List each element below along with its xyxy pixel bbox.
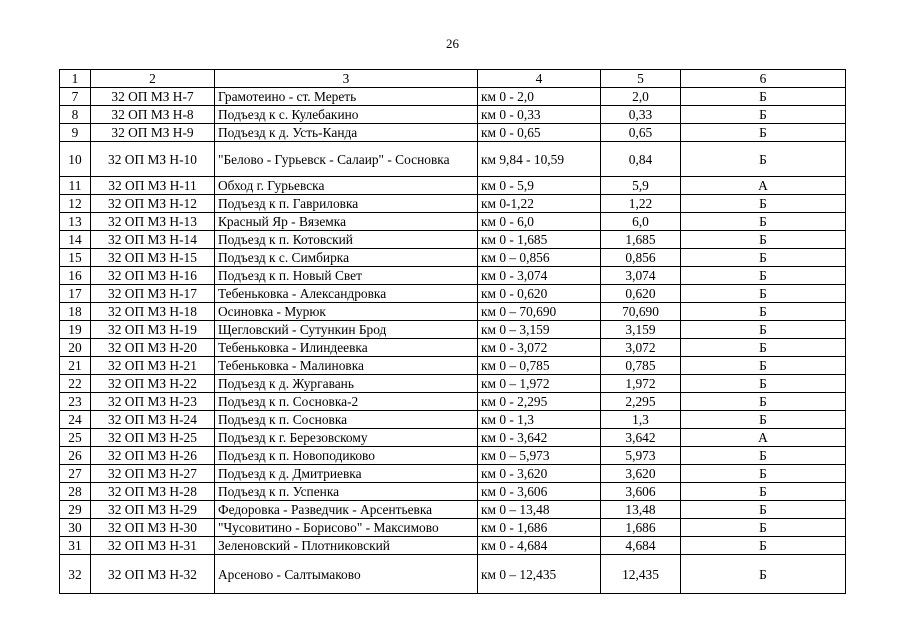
length-cell: 3,620	[601, 465, 681, 483]
road-code-cell: 32 ОП МЗ Н-24	[91, 411, 215, 429]
table-row	[60, 106, 846, 124]
km-range-cell: км 0 - 5,9	[478, 177, 601, 195]
km-range-cell: км 0 - 4,684	[478, 537, 601, 555]
road-name-cell: "Белово - Гурьевск - Салаир" - Сосновка	[215, 142, 478, 177]
table-header-row	[60, 70, 846, 88]
row-number-cell: 23	[60, 393, 91, 411]
table-row	[60, 375, 846, 393]
road-code-cell: 32 ОП МЗ Н-9	[91, 124, 215, 142]
km-range-cell: км 0 - 1,686	[478, 519, 601, 537]
length-cell: 0,856	[601, 249, 681, 267]
length-cell: 1,972	[601, 375, 681, 393]
road-code-cell: 32 ОП МЗ Н-12	[91, 195, 215, 213]
road-code-cell: 32 ОП МЗ Н-18	[91, 303, 215, 321]
table-row	[60, 88, 846, 106]
length-cell: 1,3	[601, 411, 681, 429]
km-range-cell: км 9,84 - 10,59	[478, 142, 601, 177]
road-code-cell: 32 ОП МЗ Н-17	[91, 285, 215, 303]
table-row	[60, 124, 846, 142]
table-row	[60, 339, 846, 357]
row-number-cell: 16	[60, 267, 91, 285]
km-range-cell: км 0 - 1,3	[478, 411, 601, 429]
road-code-cell: 32 ОП МЗ Н-29	[91, 501, 215, 519]
length-cell: 70,690	[601, 303, 681, 321]
category-cell: Б	[681, 231, 846, 249]
length-cell: 0,785	[601, 357, 681, 375]
row-number-cell: 10	[60, 142, 91, 177]
road-name-cell: Зеленовский - Плотниковский	[215, 537, 478, 555]
category-cell: Б	[681, 357, 846, 375]
km-range-cell: км 0 - 1,685	[478, 231, 601, 249]
row-number-cell: 8	[60, 106, 91, 124]
row-number-cell: 14	[60, 231, 91, 249]
row-number-cell: 12	[60, 195, 91, 213]
category-cell: А	[681, 429, 846, 447]
table-row	[60, 447, 846, 465]
length-cell: 2,0	[601, 88, 681, 106]
row-number-cell: 27	[60, 465, 91, 483]
category-cell: Б	[681, 142, 846, 177]
km-range-cell: км 0 – 70,690	[478, 303, 601, 321]
row-number-cell: 30	[60, 519, 91, 537]
road-code-cell: 32 ОП МЗ Н-7	[91, 88, 215, 106]
table-row	[60, 142, 846, 177]
table-row	[60, 429, 846, 447]
table-row	[60, 303, 846, 321]
km-range-cell: км 0 - 0,620	[478, 285, 601, 303]
length-cell: 0,33	[601, 106, 681, 124]
road-code-cell: 32 ОП МЗ Н-8	[91, 106, 215, 124]
km-range-cell: км 0 – 12,435	[478, 555, 601, 594]
length-cell: 3,159	[601, 321, 681, 339]
road-code-cell: 32 ОП МЗ Н-30	[91, 519, 215, 537]
table-row	[60, 267, 846, 285]
table-row	[60, 393, 846, 411]
row-number-cell: 7	[60, 88, 91, 106]
road-name-cell: Подъезд к г. Березовскому	[215, 429, 478, 447]
category-cell: Б	[681, 447, 846, 465]
table-row	[60, 231, 846, 249]
row-number-cell: 26	[60, 447, 91, 465]
road-name-cell: Красный Яр - Вяземка	[215, 213, 478, 231]
row-number-cell: 15	[60, 249, 91, 267]
roads-table	[59, 69, 846, 594]
category-cell: Б	[681, 321, 846, 339]
category-cell: Б	[681, 519, 846, 537]
row-number-cell: 21	[60, 357, 91, 375]
road-code-cell: 32 ОП МЗ Н-32	[91, 555, 215, 594]
table-row	[60, 483, 846, 501]
km-range-cell: км 0 - 3,072	[478, 339, 601, 357]
category-cell: Б	[681, 501, 846, 519]
row-number-cell: 32	[60, 555, 91, 594]
road-code-cell: 32 ОП МЗ Н-21	[91, 357, 215, 375]
road-name-cell: "Чусовитино - Борисово" - Максимово	[215, 519, 478, 537]
category-cell: Б	[681, 106, 846, 124]
road-name-cell: Подъезд к д. Усть-Канда	[215, 124, 478, 142]
category-cell: Б	[681, 375, 846, 393]
km-range-cell: км 0 – 5,973	[478, 447, 601, 465]
road-name-cell: Подъезд к п. Гавриловка	[215, 195, 478, 213]
length-cell: 12,435	[601, 555, 681, 594]
length-cell: 3,642	[601, 429, 681, 447]
length-cell: 1,685	[601, 231, 681, 249]
length-cell: 13,48	[601, 501, 681, 519]
row-number-cell: 18	[60, 303, 91, 321]
road-name-cell: Арсеново - Салтымаково	[215, 555, 478, 594]
length-cell: 5,973	[601, 447, 681, 465]
km-range-cell: км 0 – 3,159	[478, 321, 601, 339]
header-cell: 1	[60, 70, 91, 88]
km-range-cell: км 0 - 0,33	[478, 106, 601, 124]
page-number: 26	[446, 36, 459, 51]
length-cell: 1,22	[601, 195, 681, 213]
road-name-cell: Подъезд к д. Дмитриевка	[215, 465, 478, 483]
table-row	[60, 321, 846, 339]
road-code-cell: 32 ОП МЗ Н-27	[91, 465, 215, 483]
table-row	[60, 357, 846, 375]
row-number-cell: 17	[60, 285, 91, 303]
road-code-cell: 32 ОП МЗ Н-20	[91, 339, 215, 357]
table-row	[60, 285, 846, 303]
table-body	[60, 70, 846, 594]
table-row	[60, 249, 846, 267]
category-cell: Б	[681, 249, 846, 267]
category-cell: Б	[681, 88, 846, 106]
km-range-cell: км 0 - 2,295	[478, 393, 601, 411]
row-number-cell: 28	[60, 483, 91, 501]
km-range-cell: км 0 - 3,620	[478, 465, 601, 483]
road-code-cell: 32 ОП МЗ Н-23	[91, 393, 215, 411]
road-name-cell: Федоровка - Разведчик - Арсентьевка	[215, 501, 478, 519]
length-cell: 2,295	[601, 393, 681, 411]
road-code-cell: 32 ОП МЗ Н-14	[91, 231, 215, 249]
km-range-cell: км 0 – 0,856	[478, 249, 601, 267]
length-cell: 4,684	[601, 537, 681, 555]
road-name-cell: Подъезд к п. Новоподиково	[215, 447, 478, 465]
header-cell: 4	[478, 70, 601, 88]
row-number-cell: 31	[60, 537, 91, 555]
road-name-cell: Подъезд к п. Сосновка-2	[215, 393, 478, 411]
road-name-cell: Тебеньковка - Илиндеевка	[215, 339, 478, 357]
category-cell: Б	[681, 285, 846, 303]
table-row	[60, 555, 846, 594]
km-range-cell: км 0 - 6,0	[478, 213, 601, 231]
km-range-cell: км 0-1,22	[478, 195, 601, 213]
row-number-cell: 13	[60, 213, 91, 231]
road-name-cell: Тебеньковка - Малиновка	[215, 357, 478, 375]
road-name-cell: Обход г. Гурьевска	[215, 177, 478, 195]
table-row	[60, 465, 846, 483]
road-code-cell: 32 ОП МЗ Н-28	[91, 483, 215, 501]
km-range-cell: км 0 – 1,972	[478, 375, 601, 393]
road-name-cell: Подъезд к д. Жургавань	[215, 375, 478, 393]
length-cell: 1,686	[601, 519, 681, 537]
table-row	[60, 519, 846, 537]
road-code-cell: 32 ОП МЗ Н-26	[91, 447, 215, 465]
road-code-cell: 32 ОП МЗ Н-25	[91, 429, 215, 447]
category-cell: Б	[681, 303, 846, 321]
header-cell: 3	[215, 70, 478, 88]
road-name-cell: Тебеньковка - Александровка	[215, 285, 478, 303]
category-cell: Б	[681, 339, 846, 357]
road-name-cell: Подъезд к п. Котовский	[215, 231, 478, 249]
table-row	[60, 213, 846, 231]
length-cell: 3,074	[601, 267, 681, 285]
header-cell: 6	[681, 70, 846, 88]
length-cell: 0,84	[601, 142, 681, 177]
km-range-cell: км 0 - 3,606	[478, 483, 601, 501]
category-cell: Б	[681, 393, 846, 411]
row-number-cell: 25	[60, 429, 91, 447]
km-range-cell: км 0 - 2,0	[478, 88, 601, 106]
road-code-cell: 32 ОП МЗ Н-16	[91, 267, 215, 285]
road-name-cell: Подъезд к п. Сосновка	[215, 411, 478, 429]
category-cell: Б	[681, 411, 846, 429]
road-code-cell: 32 ОП МЗ Н-19	[91, 321, 215, 339]
category-cell: Б	[681, 555, 846, 594]
row-number-cell: 24	[60, 411, 91, 429]
row-number-cell: 19	[60, 321, 91, 339]
road-code-cell: 32 ОП МЗ Н-15	[91, 249, 215, 267]
row-number-cell: 20	[60, 339, 91, 357]
table-row	[60, 195, 846, 213]
table-row	[60, 501, 846, 519]
length-cell: 0,65	[601, 124, 681, 142]
road-name-cell: Осиновка - Мурюк	[215, 303, 478, 321]
header-cell: 2	[91, 70, 215, 88]
road-name-cell: Щегловский - Сутункин Брод	[215, 321, 478, 339]
table-row	[60, 411, 846, 429]
road-name-cell: Подъезд к с. Кулебакино	[215, 106, 478, 124]
road-code-cell: 32 ОП МЗ Н-10	[91, 142, 215, 177]
category-cell: Б	[681, 195, 846, 213]
category-cell: Б	[681, 213, 846, 231]
km-range-cell: км 0 - 3,074	[478, 267, 601, 285]
category-cell: Б	[681, 124, 846, 142]
length-cell: 3,072	[601, 339, 681, 357]
row-number-cell: 22	[60, 375, 91, 393]
road-code-cell: 32 ОП МЗ Н-11	[91, 177, 215, 195]
km-range-cell: км 0 - 3,642	[478, 429, 601, 447]
km-range-cell: км 0 – 0,785	[478, 357, 601, 375]
category-cell: А	[681, 177, 846, 195]
length-cell: 3,606	[601, 483, 681, 501]
row-number-cell: 29	[60, 501, 91, 519]
km-range-cell: км 0 - 0,65	[478, 124, 601, 142]
row-number-cell: 9	[60, 124, 91, 142]
road-name-cell: Подъезд к с. Симбирка	[215, 249, 478, 267]
table-row	[60, 177, 846, 195]
road-code-cell: 32 ОП МЗ Н-22	[91, 375, 215, 393]
category-cell: Б	[681, 267, 846, 285]
row-number-cell: 11	[60, 177, 91, 195]
length-cell: 5,9	[601, 177, 681, 195]
road-code-cell: 32 ОП МЗ Н-13	[91, 213, 215, 231]
road-name-cell: Подъезд к п. Новый Свет	[215, 267, 478, 285]
table-row	[60, 537, 846, 555]
length-cell: 0,620	[601, 285, 681, 303]
length-cell: 6,0	[601, 213, 681, 231]
header-cell: 5	[601, 70, 681, 88]
km-range-cell: км 0 – 13,48	[478, 501, 601, 519]
category-cell: Б	[681, 537, 846, 555]
category-cell: Б	[681, 483, 846, 501]
road-code-cell: 32 ОП МЗ Н-31	[91, 537, 215, 555]
road-name-cell: Грамотеино - ст. Мереть	[215, 88, 478, 106]
road-name-cell: Подъезд к п. Успенка	[215, 483, 478, 501]
category-cell: Б	[681, 465, 846, 483]
